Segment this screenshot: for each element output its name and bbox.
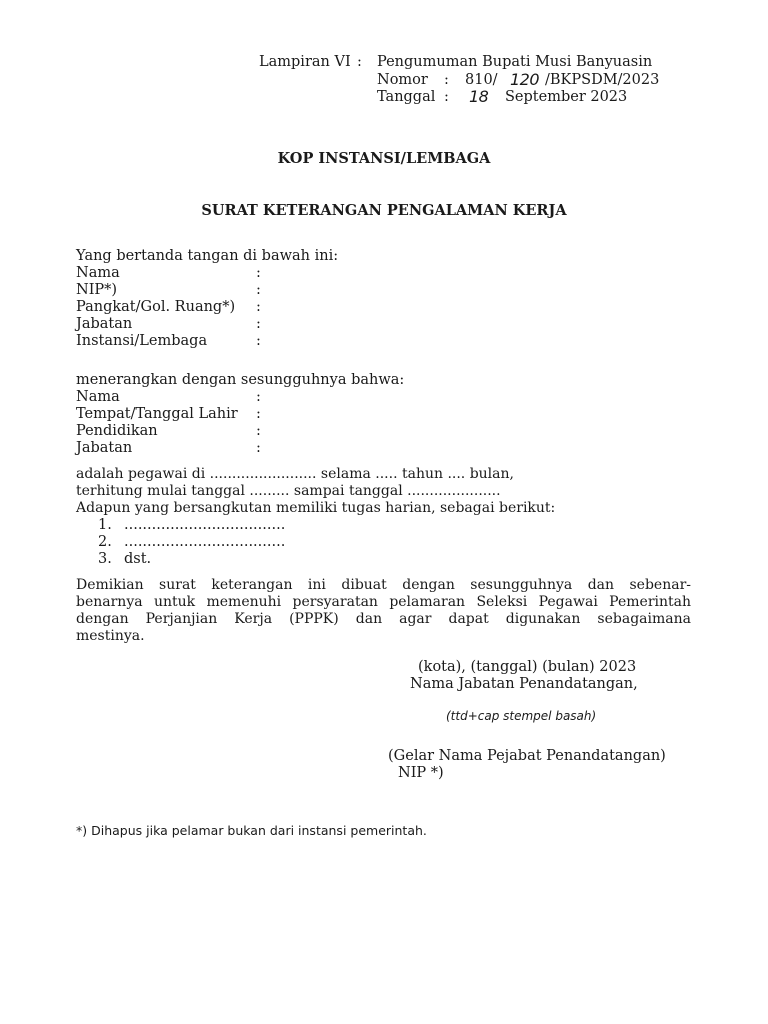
- field-label: Tempat/Tanggal Lahir: [76, 406, 238, 422]
- field-label: Nama: [76, 389, 120, 405]
- signer-intro: Yang bertanda tangan di bawah ini:: [76, 248, 339, 264]
- tanggal-suffix: September 2023: [505, 89, 628, 105]
- field-colon: :: [256, 406, 261, 422]
- field-label: Pendidikan: [76, 423, 158, 439]
- employment-line: adalah pegawai di ........................ selama ..... tahun .... bulan,: [76, 466, 514, 482]
- signature-place-date: (kota), (tanggal) (bulan) 2023: [418, 659, 637, 675]
- tanggal-handwritten: 18: [469, 87, 489, 106]
- signature-name: (Gelar Nama Pejabat Penandatangan): [388, 748, 666, 764]
- duty-text: dst.: [124, 551, 152, 567]
- lampiran-colon: :: [357, 54, 362, 70]
- field-label: Instansi/Lembaga: [76, 333, 208, 349]
- footnote: *) Dihapus jika pelamar bukan dari instansi pemerintah.: [76, 823, 427, 838]
- duty-text: ...................................: [124, 517, 286, 533]
- field-label: Nama: [76, 265, 120, 281]
- field-colon: :: [256, 299, 261, 315]
- document-title: SURAT KETERANGAN PENGALAMAN KERJA: [201, 202, 567, 219]
- duty-number: 1.: [98, 517, 112, 533]
- field-label: Jabatan: [76, 440, 133, 456]
- field-label: Pangkat/Gol. Ruang*): [76, 299, 236, 315]
- field-label: Jabatan: [76, 316, 133, 332]
- field-colon: :: [256, 389, 261, 405]
- closing-line: mestinya.: [76, 628, 145, 644]
- tanggal-label: Tanggal: [377, 89, 436, 105]
- closing-line: Demikian surat keterangan ini dibuat dengan sesungguhnya dan sebenar-: [76, 577, 691, 593]
- duty-number: 2.: [98, 534, 112, 550]
- lampiran-value: Pengumuman Bupati Musi Banyuasin: [377, 54, 653, 70]
- nomor-suffix: /BKPSDM/2023: [545, 72, 660, 88]
- subject-intro: menerangkan dengan sesungguhnya bahwa:: [76, 372, 405, 388]
- field-colon: :: [256, 423, 261, 439]
- duty-text: ...................................: [124, 534, 286, 550]
- closing-line: benarnya untuk memenuhi persyaratan pelamaran Seleksi Pegawai Pemerintah: [76, 594, 691, 610]
- nomor-handwritten: 120: [510, 70, 540, 89]
- signature-stamp-note: (ttd+cap stempel basah): [446, 709, 597, 723]
- field-colon: :: [256, 282, 261, 298]
- employment-line: Adapun yang bersangkutan memiliki tugas harian, sebagai berikut:: [76, 500, 556, 516]
- field-label: NIP*): [76, 282, 118, 298]
- signature-position: Nama Jabatan Penandatangan,: [410, 676, 638, 692]
- nomor-colon: :: [444, 72, 449, 88]
- signature-nip: NIP *): [398, 765, 444, 781]
- duty-number: 3.: [98, 551, 112, 567]
- kop-heading: KOP INSTANSI/LEMBAGA: [277, 150, 491, 167]
- tanggal-colon: :: [444, 89, 449, 105]
- lampiran-label: Lampiran VI: [259, 54, 351, 70]
- closing-line: dengan Perjanjian Kerja (PPPK) dan agar dapat digunakan sebagaimana: [76, 611, 691, 627]
- employment-line: terhitung mulai tanggal ......... sampai tanggal .....................: [76, 483, 501, 499]
- field-colon: :: [256, 316, 261, 332]
- field-colon: :: [256, 440, 261, 456]
- nomor-prefix: 810/: [465, 72, 498, 88]
- field-colon: :: [256, 333, 261, 349]
- field-colon: :: [256, 265, 261, 281]
- nomor-label: Nomor: [377, 72, 428, 88]
